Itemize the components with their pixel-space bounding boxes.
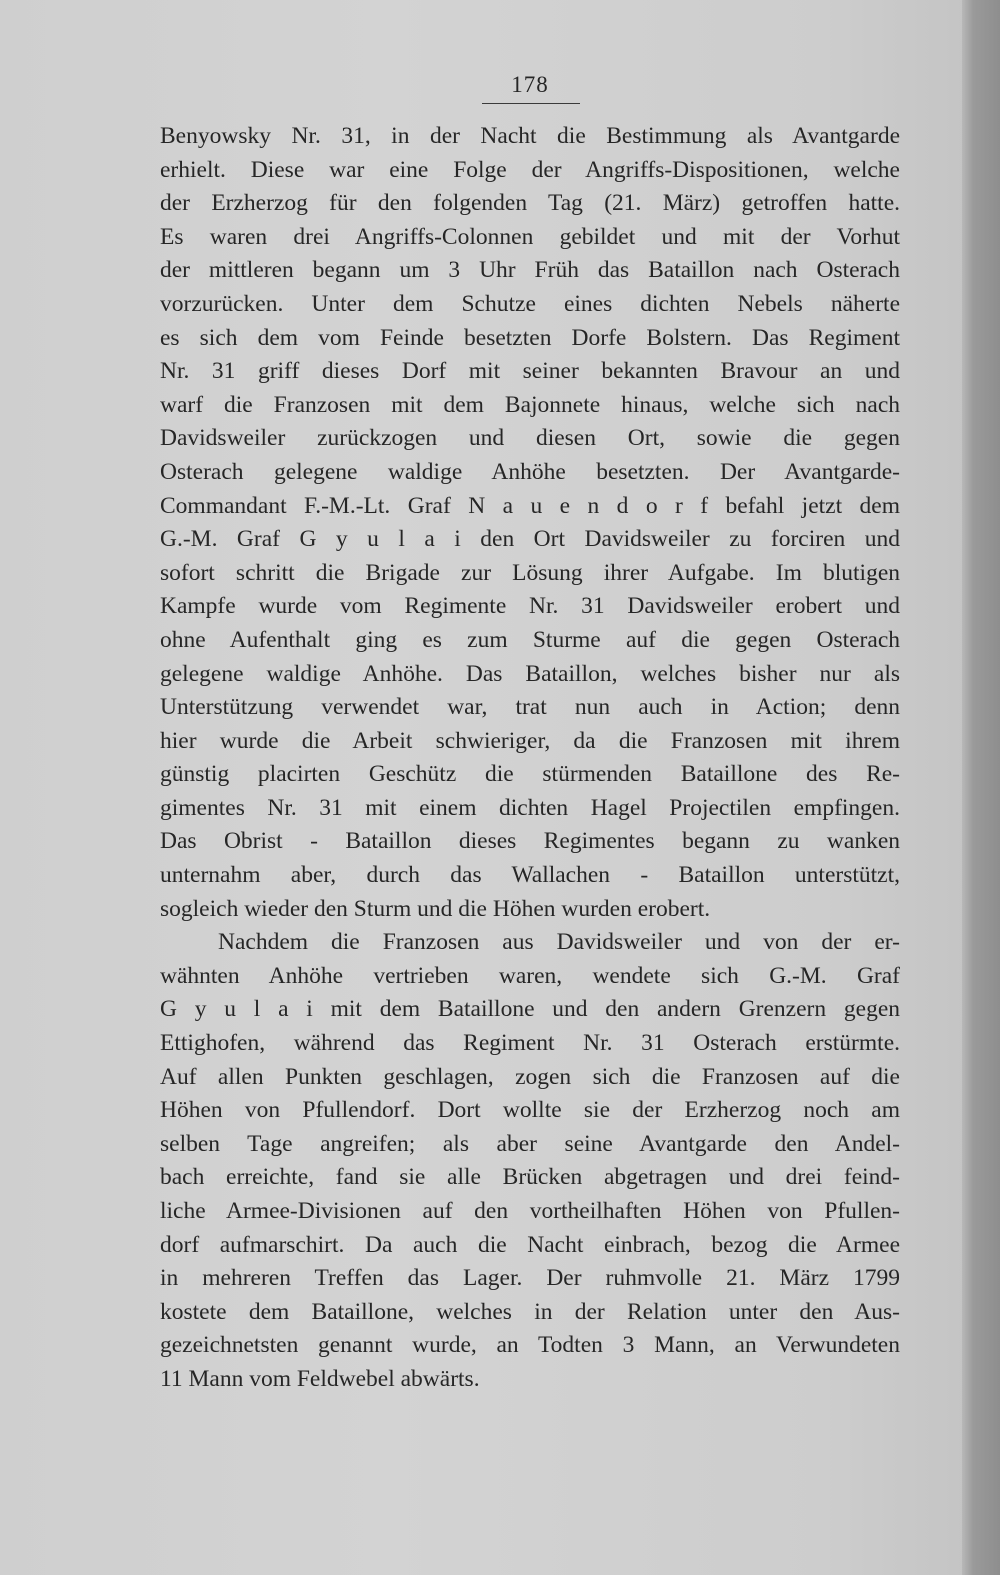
text-line: sogleich wieder den Sturm und die Höhen wurden erobert. <box>160 895 711 922</box>
text-line: hier wurde die Arbeit schwieriger, da die Franzosen mit ihrem <box>160 727 900 754</box>
text-line: Nachdem die Franzosen aus Davidsweiler und von der er- <box>218 929 900 956</box>
text-line: Commandant F.-M.-Lt. Graf N a u e n d o r f befahl jetzt dem <box>160 492 900 519</box>
text-line: erhielt. Diese war eine Folge der Angriffs-Dispositionen, welche <box>160 156 900 183</box>
text-line: kostete dem Bataillone, welches in der Relation unter den Aus- <box>160 1298 900 1325</box>
page-gutter-shadow <box>962 0 1000 1575</box>
text-line: bach erreichte, fand sie alle Brücken abgetragen und drei feind- <box>160 1164 900 1191</box>
text-line: Es waren drei Angriffs-Colonnen gebildet und mit der Vorhut <box>160 223 900 250</box>
text-line: gezeichnetsten genannt wurde, an Todten 3 Mann, an Verwundeten <box>160 1332 900 1359</box>
text-line: gimentes Nr. 31 mit einem dichten Hagel Projectilen empfingen. <box>160 794 900 821</box>
text-line: Höhen von Pfullendorf. Dort wollte sie der Erzherzog noch am <box>160 1097 900 1124</box>
text-line: Unterstützung verwendet war, trat nun auch in Action; denn <box>160 694 900 721</box>
text-line: unternahm aber, durch das Wallachen - Bataillon unterstützt, <box>160 862 900 889</box>
text-line: vorzurücken. Unter dem Schutze eines dichten Nebels näherte <box>160 290 900 317</box>
text-line: wähnten Anhöhe vertrieben waren, wendete sich G.-M. Graf <box>160 962 900 989</box>
text-line: G y u l a i mit dem Bataillone und den andern Grenzern gegen <box>160 996 900 1023</box>
text-line: warf die Franzosen mit dem Bajonnete hinaus, welche sich nach <box>160 391 900 418</box>
page-number-rule <box>482 103 580 104</box>
text-line: Ettighofen, während das Regiment Nr. 31 Osterach erstürmte. <box>160 1030 900 1057</box>
text-line: G.-M. Graf G y u l a i den Ort Davidsweiler zu forciren und <box>160 526 900 553</box>
text-line: ohne Aufenthalt ging es zum Sturme auf die gegen Osterach <box>160 626 900 653</box>
text-line: der Erzherzog für den folgenden Tag (21. März) getroffen hatte. <box>160 190 900 217</box>
body-text <box>160 120 900 1397</box>
text-line: sofort schritt die Brigade zur Lösung ihrer Aufgabe. Im blutigen <box>160 559 900 586</box>
text-line: Davidsweiler zurückzogen und diesen Ort, sowie die gegen <box>160 425 900 452</box>
text-line: Kampfe wurde vom Regimente Nr. 31 Davidsweiler erobert und <box>160 593 900 620</box>
text-line: dorf aufmarschirt. Da auch die Nacht einbrach, bezog die Armee <box>160 1231 900 1258</box>
text-line: liche Armee-Divisionen auf den vortheilhaften Höhen von Pfullen- <box>160 1198 900 1224</box>
text-line: Auf allen Punkten geschlagen, zogen sich die Franzosen auf die <box>160 1063 900 1090</box>
text-line: in mehreren Treffen das Lager. Der ruhmvolle 21. März 1799 <box>160 1265 900 1292</box>
text-line: Das Obrist - Bataillon dieses Regimentes begann zu wanken <box>160 828 900 855</box>
text-line: Benyowsky Nr. 31, in der Nacht die Bestimmung als Avantgarde <box>160 123 900 149</box>
text-line: Osterach gelegene waldige Anhöhe besetzten. Der Avantgarde- <box>160 458 900 485</box>
page-number: 178 <box>511 72 549 97</box>
text-line: selben Tage angreifen; als aber seine Avantgarde den Andel- <box>160 1130 900 1157</box>
text-line: 11 Mann vom Feldwebel abwärts. <box>160 1365 480 1392</box>
text-line: Nr. 31 griff dieses Dorf mit seiner bekannten Bravour an und <box>160 358 900 385</box>
text-line: günstig placirten Geschütz die stürmenden Bataillone des Re- <box>160 761 900 788</box>
text-line: gelegene waldige Anhöhe. Das Bataillon, welches bisher nur als <box>160 660 900 687</box>
text-line: es sich dem vom Feinde besetzten Dorfe Bolstern. Das Regiment <box>160 324 900 351</box>
text-line: der mittleren begann um 3 Uhr Früh das Bataillon nach Osterach <box>160 257 900 284</box>
